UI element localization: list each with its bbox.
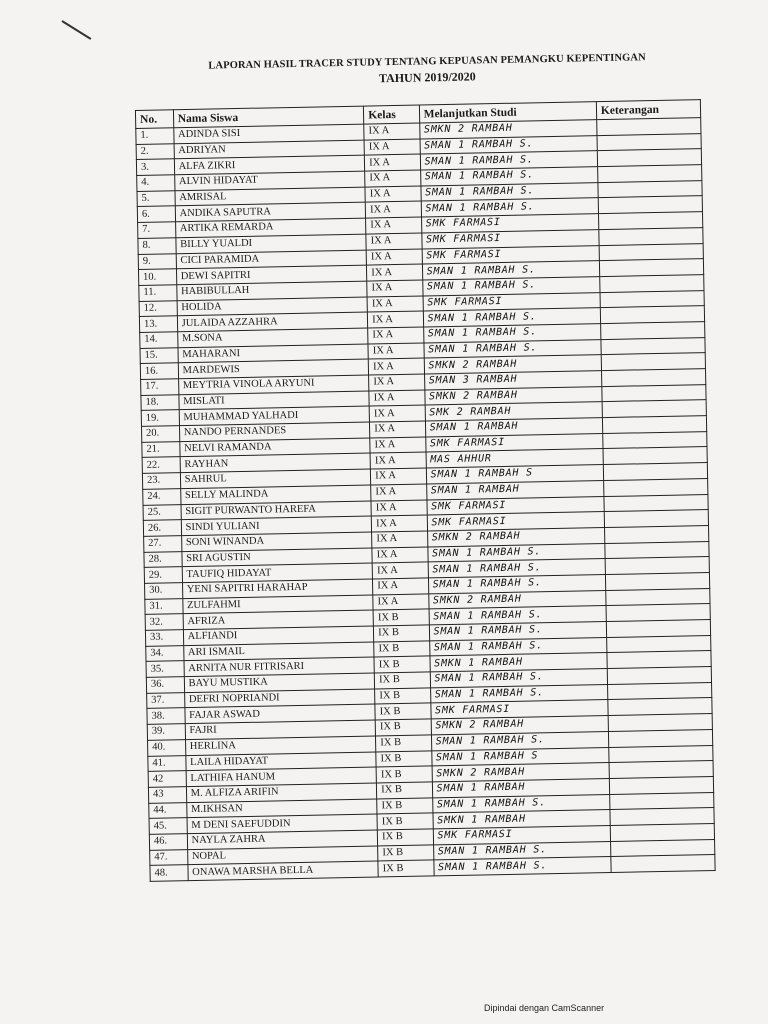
class-cell: IX A: [369, 374, 425, 391]
class-cell: IX B: [377, 829, 433, 846]
class-cell: IX A: [370, 452, 426, 469]
row-number: 39.: [147, 724, 185, 740]
student-name: M. ALFIZA ARIFIN: [186, 783, 377, 802]
study-cell: SMAN 1 RAMBAH S.: [429, 622, 607, 641]
student-name: ANDIKA SAPUTRA: [175, 203, 366, 222]
row-number: 41.: [148, 755, 186, 771]
study-cell: SMKN 2 RAMBAH: [431, 716, 609, 735]
class-cell: IX B: [378, 860, 434, 877]
class-cell: IX A: [373, 578, 429, 595]
study-cell: SMAN 1 RAMBAH S.: [422, 261, 600, 280]
row-number: 7.: [138, 222, 176, 238]
row-number: 5.: [137, 190, 175, 206]
student-table: [135, 99, 716, 882]
row-number: 3.: [136, 159, 174, 175]
row-number: 11.: [139, 285, 177, 301]
row-number: 42: [148, 771, 186, 787]
class-cell: IX A: [365, 186, 421, 203]
row-number: 21.: [142, 441, 180, 457]
study-cell: SMK FARMASI: [421, 229, 599, 248]
row-number: 18.: [141, 394, 179, 410]
student-name: MUHAMMAD YALHADI: [179, 406, 370, 425]
row-number: 26.: [143, 520, 181, 536]
study-cell: SMKN 2 RAMBAH: [432, 763, 610, 782]
study-cell: SMAN 1 RAMBAH S.: [428, 574, 606, 593]
study-cell: SMAN 1 RAMBAH S.: [422, 276, 600, 295]
class-cell: IX A: [368, 358, 424, 375]
student-name: JULAIDA AZZAHRA: [177, 312, 368, 331]
header-nama-siswa: Nama Siswa: [173, 106, 364, 128]
class-cell: IX A: [366, 233, 422, 250]
student-name: M DENI SAEFUDDIN: [187, 814, 378, 833]
row-number: 15.: [140, 347, 178, 363]
student-name: DEWI SAPITRI: [176, 265, 367, 284]
scan-mark: [61, 20, 91, 40]
row-number: 4.: [137, 175, 175, 191]
study-cell: SMKN 1 RAMBAH: [433, 810, 611, 829]
class-cell: IX A: [372, 531, 428, 548]
student-name: CICI PARAMIDA: [176, 250, 367, 269]
class-cell: IX A: [368, 343, 424, 360]
student-name: ALVIN HIDAYAT: [174, 171, 365, 190]
row-number: 40.: [148, 739, 186, 755]
study-cell: SMAN 1 RAMBAH S.: [430, 669, 608, 688]
class-cell: IX A: [366, 217, 422, 234]
class-cell: IX A: [370, 421, 426, 438]
row-number: 45.: [149, 818, 187, 834]
class-cell: IX A: [365, 170, 421, 187]
class-cell: IX A: [372, 562, 428, 579]
row-number: 48.: [150, 865, 188, 881]
student-name: NOPAL: [187, 846, 378, 865]
class-cell: IX A: [367, 296, 423, 313]
student-name: TAUFIQ HIDAYAT: [182, 563, 373, 582]
student-name: ZULFAHMI: [182, 595, 373, 614]
row-number: 22.: [142, 457, 180, 473]
row-number: 23.: [142, 473, 180, 489]
study-cell: SMAN 1 RAMBAH S.: [431, 731, 609, 750]
student-name: SAHRUL: [180, 469, 371, 488]
class-cell: IX A: [369, 405, 425, 422]
student-name: NANDO PERNANDES: [179, 422, 370, 441]
row-number: 9.: [138, 253, 176, 269]
study-cell: SMK FARMASI: [433, 825, 611, 844]
class-cell: IX A: [369, 390, 425, 407]
class-cell: IX B: [376, 750, 432, 767]
study-cell: SMAN 1 RAMBAH S.: [421, 182, 599, 201]
class-cell: IX A: [371, 515, 427, 532]
class-cell: IX A: [371, 484, 427, 501]
row-number: 13.: [139, 316, 177, 332]
study-cell: SMKN 2 RAMBAH: [419, 120, 597, 139]
study-cell: SMAN 1 RAMBAH S.: [423, 324, 601, 343]
student-name: ARI ISMAIL: [183, 642, 374, 661]
class-cell: IX B: [375, 719, 431, 736]
row-number: 14.: [140, 332, 178, 348]
class-cell: IX A: [366, 249, 422, 266]
student-name: FAJAR ASWAD: [185, 704, 376, 723]
class-cell: IX B: [374, 641, 430, 658]
class-cell: IX B: [376, 766, 432, 783]
row-number: 43: [148, 787, 186, 803]
class-cell: IX B: [377, 797, 433, 814]
student-name: HOLIDA: [177, 297, 368, 316]
student-name: SELLY MALINDA: [180, 485, 371, 504]
row-number: 34.: [146, 645, 184, 661]
document-sheet: [134, 51, 728, 882]
student-name: M.SONA: [177, 328, 368, 347]
class-cell: IX B: [375, 703, 431, 720]
row-number: 32.: [145, 614, 183, 630]
study-cell: SMKN 2 RAMBAH: [424, 386, 602, 405]
study-cell: SMAN 1 RAMBAH: [425, 418, 603, 437]
study-cell: SMAN 1 RAMBAH S.: [420, 151, 598, 170]
study-cell: SMAN 1 RAMBAH S.: [424, 339, 602, 358]
class-cell: IX B: [373, 609, 429, 626]
student-name: ARNITA NUR FITRISARI: [184, 657, 375, 676]
class-cell: IX B: [374, 672, 430, 689]
class-cell: IX A: [370, 437, 426, 454]
student-name: SONI WINANDA: [181, 532, 372, 551]
student-name: BILLY YUALDI: [176, 234, 367, 253]
study-cell: SMAN 1 RAMBAH: [432, 778, 610, 797]
student-name: MARDEWIS: [178, 359, 369, 378]
student-name: YENI SAPITRI HARAHAP: [182, 579, 373, 598]
study-cell: SMKN 1 RAMBAH: [430, 653, 608, 672]
row-number: 38.: [147, 708, 185, 724]
class-cell: IX A: [365, 154, 421, 171]
student-name: MISLATI: [179, 391, 370, 410]
row-number: 36.: [146, 677, 184, 693]
row-number: 47.: [150, 849, 188, 865]
row-number: 46.: [149, 834, 187, 850]
row-number: 37.: [147, 692, 185, 708]
student-name: LATHIFA HANUM: [186, 767, 377, 786]
scanner-footer: Dipindai dengan CamScanner: [484, 1003, 605, 1013]
student-name: NAYLA ZAHRA: [187, 830, 378, 849]
row-number: 25.: [143, 504, 181, 520]
row-number: 20.: [141, 426, 179, 442]
study-cell: SMKN 2 RAMBAH: [428, 590, 606, 609]
class-cell: IX A: [372, 547, 428, 564]
study-cell: SMK FARMASI: [423, 292, 601, 311]
class-cell: IX A: [371, 499, 427, 516]
row-number: 19.: [141, 410, 179, 426]
study-cell: SMAN 1 RAMBAH S.: [420, 167, 598, 186]
student-name: AMRISAL: [175, 187, 366, 206]
row-number: 35.: [146, 661, 184, 677]
row-number: 6.: [137, 206, 175, 222]
study-cell: SMAN 1 RAMBAH S.: [427, 543, 605, 562]
study-cell: SMAN 1 RAMBAH S: [431, 747, 609, 766]
row-number: 29.: [144, 567, 182, 583]
student-name: ADRIYAN: [174, 140, 365, 159]
row-number: 28.: [144, 551, 182, 567]
study-cell: MAS AHHUR: [426, 449, 604, 468]
row-number: 12.: [139, 300, 177, 316]
class-cell: IX B: [377, 813, 433, 830]
student-name: MAHARANI: [178, 344, 369, 363]
table-body: [136, 118, 715, 882]
remark-cell: [611, 855, 715, 873]
row-number: 27.: [144, 536, 182, 552]
study-cell: SMK FARMASI: [427, 512, 605, 531]
student-name: M.IKHSAN: [186, 799, 377, 818]
class-cell: IX A: [364, 139, 420, 156]
row-number: 33.: [145, 630, 183, 646]
study-cell: SMKN 2 RAMBAH: [427, 527, 605, 546]
study-cell: SMAN 1 RAMBAH S.: [432, 794, 610, 813]
row-number: 31.: [145, 598, 183, 614]
class-cell: IX B: [374, 656, 430, 673]
student-name: AFRIZA: [183, 610, 374, 629]
row-number: 16.: [140, 363, 178, 379]
student-name: SIGIT PURWANTO HAREFA: [181, 501, 372, 520]
study-cell: SMAN 1 RAMBAH S: [426, 465, 604, 484]
row-number: 24.: [143, 489, 181, 505]
row-number: 10.: [138, 269, 176, 285]
row-number: 8.: [138, 238, 176, 254]
header-no: No.: [135, 110, 173, 129]
study-cell: SMAN 1 RAMBAH S.: [429, 637, 607, 656]
study-cell: SMAN 1 RAMBAH S.: [433, 841, 611, 860]
row-number: 1.: [136, 128, 174, 144]
student-name: ONAWA MARSHA BELLA: [188, 861, 379, 880]
header-kelas: Kelas: [364, 105, 420, 124]
class-cell: IX B: [378, 845, 434, 862]
class-cell: IX B: [374, 625, 430, 642]
study-cell: SMAN 1 RAMBAH S.: [430, 684, 608, 703]
study-cell: SMAN 1 RAMBAH S.: [423, 308, 601, 327]
report-title: LAPORAN HASIL TRACER STUDY TENTANG KEPUASAN PEMANGKU KEPENTINGAN: [208, 52, 646, 72]
student-name: HERLINA: [185, 736, 376, 755]
study-cell: SMKN 2 RAMBAH: [424, 355, 602, 374]
class-cell: IX A: [364, 123, 420, 140]
row-number: 17.: [141, 379, 179, 395]
study-cell: SMAN 3 RAMBAH: [424, 371, 602, 390]
row-number: 2.: [136, 143, 174, 159]
student-name: BAYU MUSTIKA: [184, 673, 375, 692]
study-cell: SMAN 1 RAMBAH S.: [433, 857, 611, 876]
student-name: SINDI YULIANI: [181, 516, 372, 535]
student-name: ALFIANDI: [183, 626, 374, 645]
header-keterangan: Keterangan: [596, 100, 700, 120]
student-name: ALFA ZIKRI: [174, 155, 365, 174]
class-cell: IX A: [367, 280, 423, 297]
study-cell: SMK FARMASI: [421, 214, 599, 233]
row-number: 30.: [145, 583, 183, 599]
class-cell: IX A: [371, 468, 427, 485]
row-number: 44.: [149, 802, 187, 818]
student-name: NELVI RAMANDA: [179, 438, 370, 457]
student-name: ARTIKA REMARDA: [175, 218, 366, 237]
study-cell: SMAN 1 RAMBAH S.: [420, 135, 598, 154]
student-name: FAJRI: [185, 720, 376, 739]
report-year: TAHUN 2019/2020: [378, 69, 476, 86]
student-name: MEYTRIA VINOLA ARYUNI: [178, 375, 369, 394]
study-cell: SMK 2 RAMBAH: [425, 402, 603, 421]
study-cell: SMAN 1 RAMBAH S.: [429, 606, 607, 625]
student-name: SRI AGUSTIN: [182, 548, 373, 567]
header-melanjutkan-studi: Melanjutkan Studi: [419, 102, 597, 123]
study-cell: SMK FARMASI: [425, 433, 603, 452]
study-cell: SMAN 1 RAMBAH: [426, 480, 604, 499]
class-cell: IX A: [373, 594, 429, 611]
class-cell: IX B: [375, 688, 431, 705]
student-name: HABIBULLAH: [176, 281, 367, 300]
study-cell: SMK FARMASI: [430, 700, 608, 719]
class-cell: IX A: [368, 327, 424, 344]
class-cell: IX A: [367, 264, 423, 281]
class-cell: IX B: [376, 735, 432, 752]
study-cell: SMK FARMASI: [422, 245, 600, 264]
class-cell: IX A: [365, 201, 421, 218]
title-block: [142, 51, 712, 91]
student-name: LAILA HIDAYAT: [185, 751, 376, 770]
class-cell: IX B: [377, 782, 433, 799]
student-name: ADINDA SISI: [173, 124, 364, 143]
study-cell: SMAN 1 RAMBAH S.: [428, 559, 606, 578]
student-name: RAYHAN: [180, 453, 371, 472]
study-cell: SMK FARMASI: [427, 496, 605, 515]
student-name: DEFRI NOPRIANDI: [184, 689, 375, 708]
class-cell: IX A: [368, 311, 424, 328]
study-cell: SMAN 1 RAMBAH S.: [421, 198, 599, 217]
